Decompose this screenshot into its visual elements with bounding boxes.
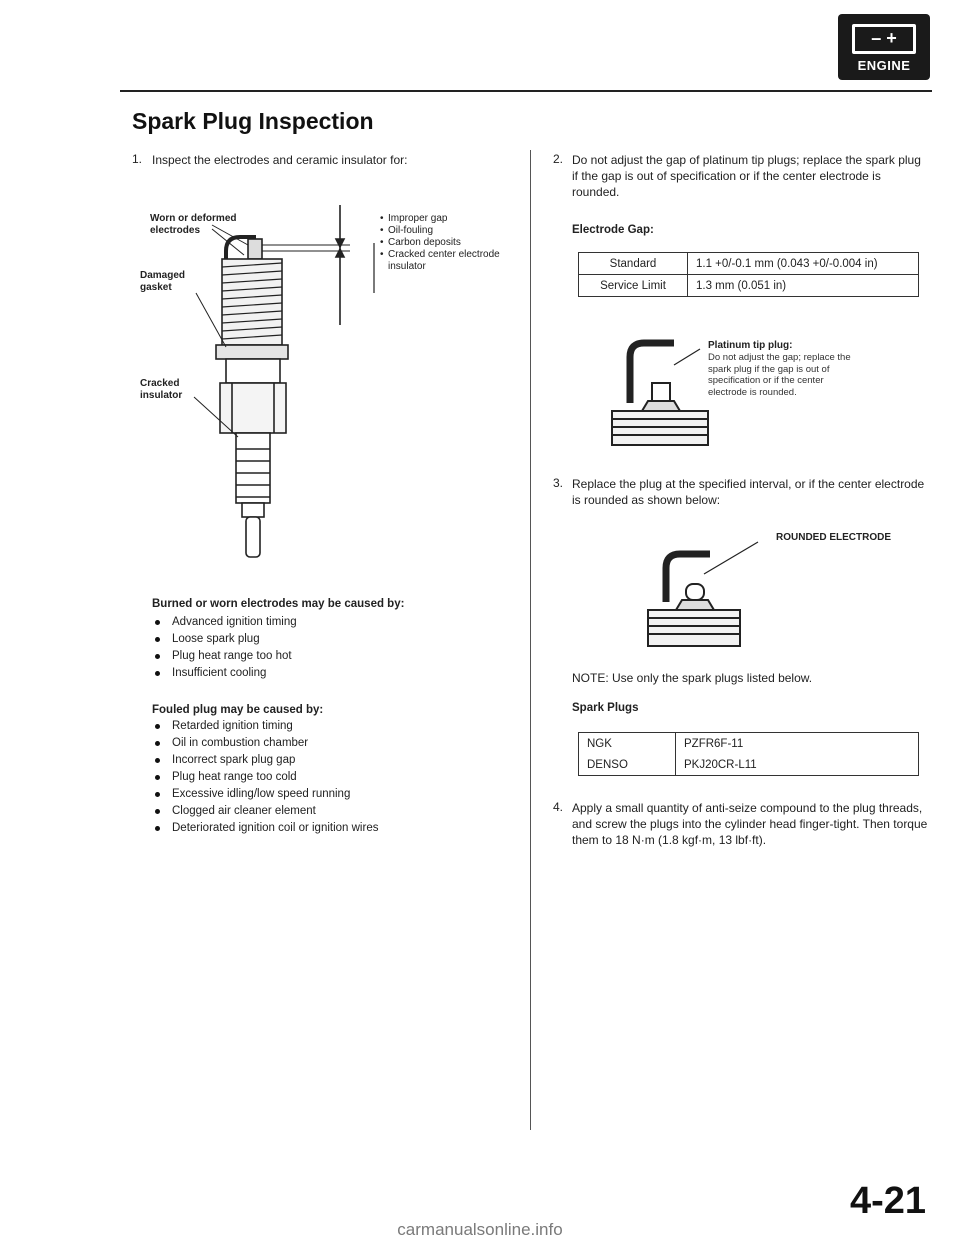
defect-list — [380, 213, 520, 273]
electrode-gap-heading: Electrode Gap: — [572, 224, 654, 236]
page-title: Spark Plug Inspection — [132, 108, 374, 134]
gap-value-cell: 1.1 +0/-0.1 mm (0.043 +0/-0.004 in) — [688, 253, 919, 275]
step-2-text: Do not adjust the gap of platinum tip plugs; replace the spark plug if the gap is out of specification or if the center electrode is rounded. — [572, 153, 921, 199]
gap-label-cell: Standard — [579, 253, 688, 275]
badge-label: ENGINE — [857, 58, 911, 73]
fouled-heading: Fouled plug may be caused by: — [152, 704, 324, 716]
battery-icon: – + — [852, 24, 916, 54]
platinum-plug-illustration — [600, 335, 720, 455]
cause-item: Plug heat range too cold — [152, 769, 512, 786]
column-divider — [530, 150, 531, 1130]
defect-item: • Carbon deposits — [380, 237, 520, 249]
rounded-electrode-label: ROUNDED ELECTRODE — [776, 532, 892, 543]
callout-worn-electrodes: Worn or deformed electrodes — [150, 213, 237, 236]
burned-causes-list — [152, 614, 512, 682]
electrode-gap-table — [578, 252, 919, 297]
cause-item: Retarded ignition timing — [152, 718, 512, 735]
header-rule — [120, 90, 932, 92]
plug-model-cell: PZFR6F-11 — [676, 733, 919, 755]
callout-cracked-insulator: Cracked insulator — [140, 378, 183, 401]
defect-item: • Improper gap — [380, 213, 520, 225]
table-row — [579, 733, 919, 755]
table-row — [579, 253, 919, 275]
platinum-heading: Platinum tip plug: — [708, 340, 793, 351]
step-3-number: 3. — [553, 476, 564, 490]
plug-model-cell: PKJ20CR-L11 — [676, 754, 919, 776]
burned-heading: Burned or worn electrodes may be caused by: — [152, 598, 405, 610]
cause-item: Loose spark plug — [152, 631, 512, 648]
step-3-text: Replace the plug at the specified interval, or if the center electrode is rounded as shown below: — [572, 477, 925, 507]
gap-label-cell: Service Limit — [579, 275, 688, 297]
table-row — [579, 754, 919, 776]
step-2-number: 2. — [553, 152, 564, 166]
cause-item: Advanced ignition timing — [152, 614, 512, 631]
note-text: NOTE: Use only the spark plugs listed below. — [572, 671, 813, 685]
cause-item: Oil in combustion chamber — [152, 735, 512, 752]
page-number: 4-21 — [850, 1180, 927, 1222]
cause-item: Excessive idling/low speed running — [152, 786, 512, 803]
platinum-text: Do not adjust the gap; replace the spark plug if the gap is out of specification or if the center electrode is rounded. — [708, 352, 851, 398]
plug-brand-cell: DENSO — [579, 754, 676, 776]
spark-plugs-table — [578, 732, 919, 776]
engine-badge — [838, 14, 930, 80]
fouled-causes-list — [152, 718, 512, 837]
gap-value-cell: 1.3 mm (0.051 in) — [688, 275, 919, 297]
callout-damaged-gasket: Damaged gasket — [140, 270, 186, 293]
rounded-electrode-illustration — [640, 540, 770, 655]
spark-plugs-heading: Spark Plugs — [572, 702, 639, 714]
table-row — [579, 275, 919, 297]
step-4-text: Apply a small quantity of anti-seize compound to the plug threads, and screw the plugs into the cylinder head finger-tight. Then torque them to 18 N·m (1.8 kgf·m, 13 lbf·ft). — [572, 801, 928, 847]
watermark: carmanualsonline.info — [397, 1220, 563, 1239]
cause-item: Clogged air cleaner element — [152, 803, 512, 820]
cause-item: Insufficient cooling — [152, 665, 512, 682]
plug-brand-cell: NGK — [579, 733, 676, 755]
step-1-number: 1. — [132, 152, 143, 166]
step-1-text: Inspect the electrodes and ceramic insulator for: — [152, 153, 408, 167]
cause-item: Deteriorated ignition coil or ignition wires — [152, 820, 512, 837]
step-4-number: 4. — [553, 800, 564, 814]
defect-item: • Oil-fouling — [380, 225, 520, 237]
defect-item: • Cracked center electrode insulator — [380, 249, 520, 273]
cause-item: Plug heat range too hot — [152, 648, 512, 665]
cause-item: Incorrect spark plug gap — [152, 752, 512, 769]
